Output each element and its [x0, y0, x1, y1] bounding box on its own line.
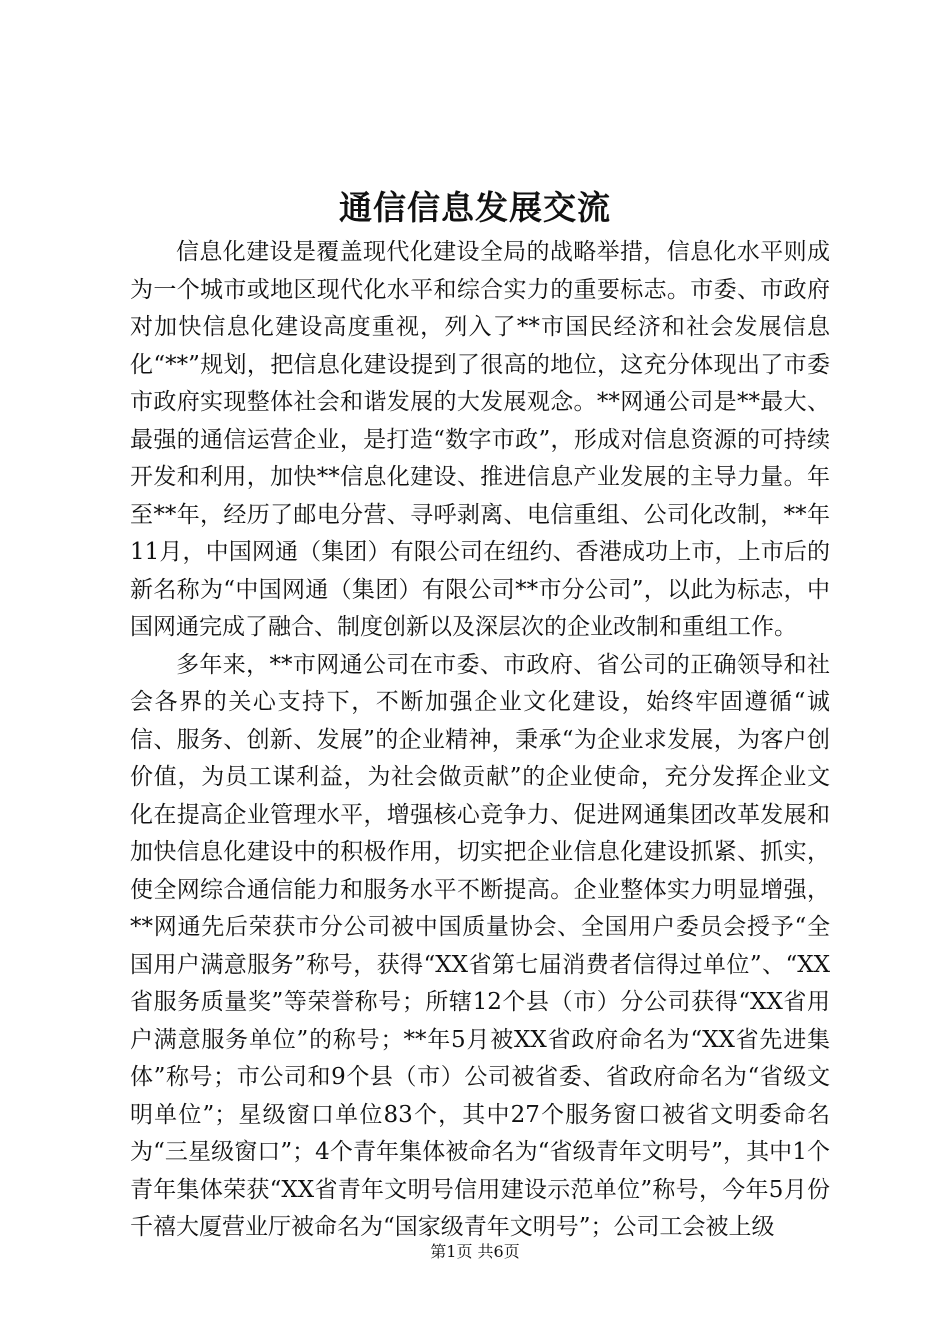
page-number-footer: 第1页 共6页: [430, 1242, 520, 1261]
document-body: [130, 234, 830, 1247]
paragraph-2: 多年来，**市网通公司在市委、市政府、省公司的正确领导和社会各界的关心支持下，不断加强企业文化建设，始终牢固遵循“诚信、服务、创新、发展”的企业精神，秉承“为企业求发展，为客户创价值，为员工谋利益，为社会做贡献”的企业使命，充分发挥企业文化在提高企业管理水平，增强核心竞争力、促进网通集团改革发展和加快信息化建设中的积极作用，切实把企业信息化建设抓紧、抓实，使全网综合通信能力和服务水平不断提高。企业整体实力明显增强，**网通先后荣获市分公司被中国质量协会、全国用户委员会授予“全国用户满意服务”称号，获得“XX省第七届消费者信得过单位”、“XX省服务质量奖”等荣誉称号；所辖12个县（市）分公司获得“XX省用户满意服务单位”的称号；**年5月被XX省政府命名为“XX省先进集体”称号；市公司和9个县（市）公司被省委、省政府命名为“省级文明单位”；星级窗口单位83个，其中27个服务窗口被省文明委命名为“三星级窗口”；4个青年集体被命名为“省级青年文明号”，其中1个青年集体荣获“XX省青年文明号信用建设示范单位”称号，今年5月份千禧大厦营业厅被命名为“国家级青年文明号”；公司工会被上级: [130, 651, 830, 1240]
paragraph-1: 信息化建设是覆盖现代化建设全局的战略举措，信息化水平则成为一个城市或地区现代化水平和综合实力的重要标志。市委、市政府对加快信息化建设高度重视，列入了**市国民经济和社会发展信息化“**”规划，把信息化建设提到了很高的地位，这充分体现出了市委市政府实现整体社会和谐发展的大发展观念。**网通公司是**最大、最强的通信运营企业，是打造“数字市政”，形成对信息资源的可持续开发和利用，加快**信息化建设、推进信息产业发展的主导力量。年至**年，经历了邮电分营、寻呼剥离、电信重组、公司化改制，**年11月，中国网通（集团）有限公司在纽约、香港成功上市，上市后的新名称为“中国网通（集团）有限公司**市分公司”，以此为标志，中国网通完成了融合、制度创新以及深层次的企业改制和重组工作。: [130, 239, 830, 640]
document-title: 通信信息发展交流: [339, 188, 611, 227]
